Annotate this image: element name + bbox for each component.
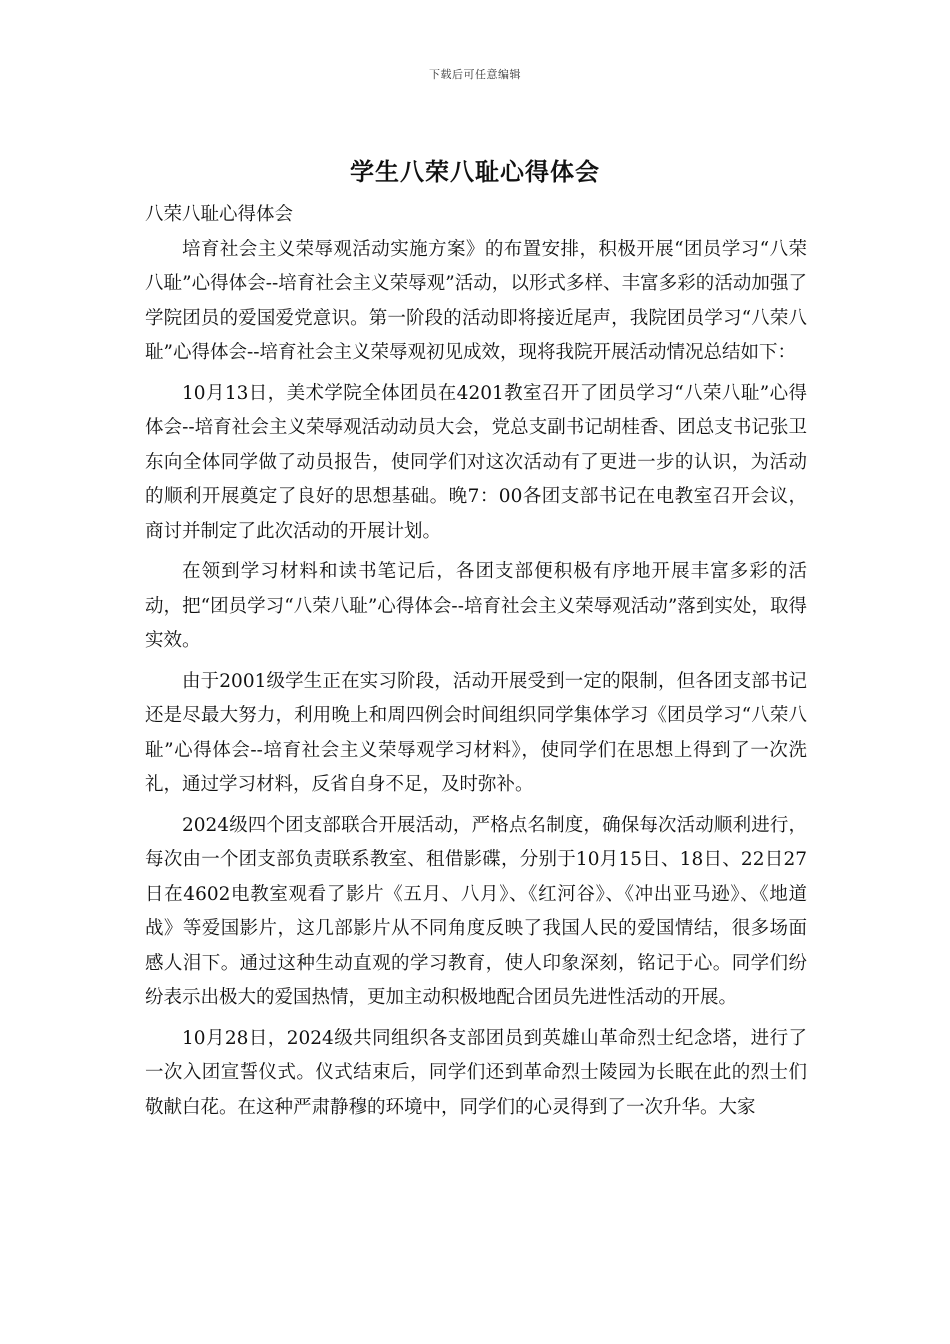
document-subtitle: 八荣八耻心得体会 [145, 204, 294, 225]
header-note: 下载后可任意编辑 [429, 68, 521, 81]
paragraph-2: 10月13日，美术学院全体团员在4201教室召开了团员学习“八荣八耻”心得体会--培育社会主义荣辱观活动动员大会，党总支副书记胡桂香、团总支书记张卫东向全体同学做了动员报告，使同学们对这次活动有了更进一步的认识，为活动的顺利开展奠定了良好的思想基础。晚7：00各团支部书记在电教室召开会议，商讨并制定了此次活动的开展计划。 [145, 382, 807, 542]
paragraph-1: 培育社会主义荣辱观活动实施方案》的布置安排，积极开展“团员学习“八荣八耻”心得体会--培育社会主义荣辱观”活动，以形式多样、丰富多彩的活动加强了学院团员的爱国爱党意识。第一阶段的活动即将接近尾声，我院团员学习“八荣八耻”心得体会--培育社会主义荣辱观初见成效，现将我院开展活动情况总结如下： [145, 238, 807, 363]
paragraph-6: 10月28日，2024级共同组织各支部团员到英雄山革命烈士纪念塔，进行了一次入团宣誓仪式。仪式结束后，同学们还到革命烈士陵园为长眠在此的烈士们敬献白花。在这种严肃静穆的环境中，同学们的心灵得到了一次升华。大家 [145, 1027, 807, 1118]
document-title: 学生八荣八耻心得体会 [350, 157, 600, 186]
document-body [145, 198, 807, 1125]
paragraph-4: 由于2001级学生正在实习阶段，活动开展受到一定的限制，但各团支部书记还是尽最大努力，利用晚上和周四例会时间组织同学集体学习《团员学习“八荣八耻”心得体会--培育社会主义荣辱观学习材料》，使同学们在思想上得到了一次洗礼，通过学习材料，反省自身不足，及时弥补。 [145, 670, 807, 795]
paragraph-5: 2024级四个团支部联合开展活动，严格点名制度，确保每次活动顺利进行，每次由一个团支部负责联系教室、租借影碟，分别于10月15日、18日、22日27日在4602电教室观看了影片《五月、八月》、《红河谷》、《冲出亚马逊》、《地道战》等爱国影片，这几部影片从不同角度反映了我国人民的爱国情结，很多场面感人泪下。通过这种生动直观的学习教育，使人印象深刻，铭记于心。同学们纷纷表示出极大的爱国热情，更加主动积极地配合团员先进性活动的开展。 [145, 814, 807, 1008]
paragraph-3: 在领到学习材料和读书笔记后，各团支部便积极有序地开展丰富多彩的活动，把“团员学习“八荣八耻”心得体会--培育社会主义荣辱观活动”落到实处，取得实效。 [145, 561, 807, 651]
